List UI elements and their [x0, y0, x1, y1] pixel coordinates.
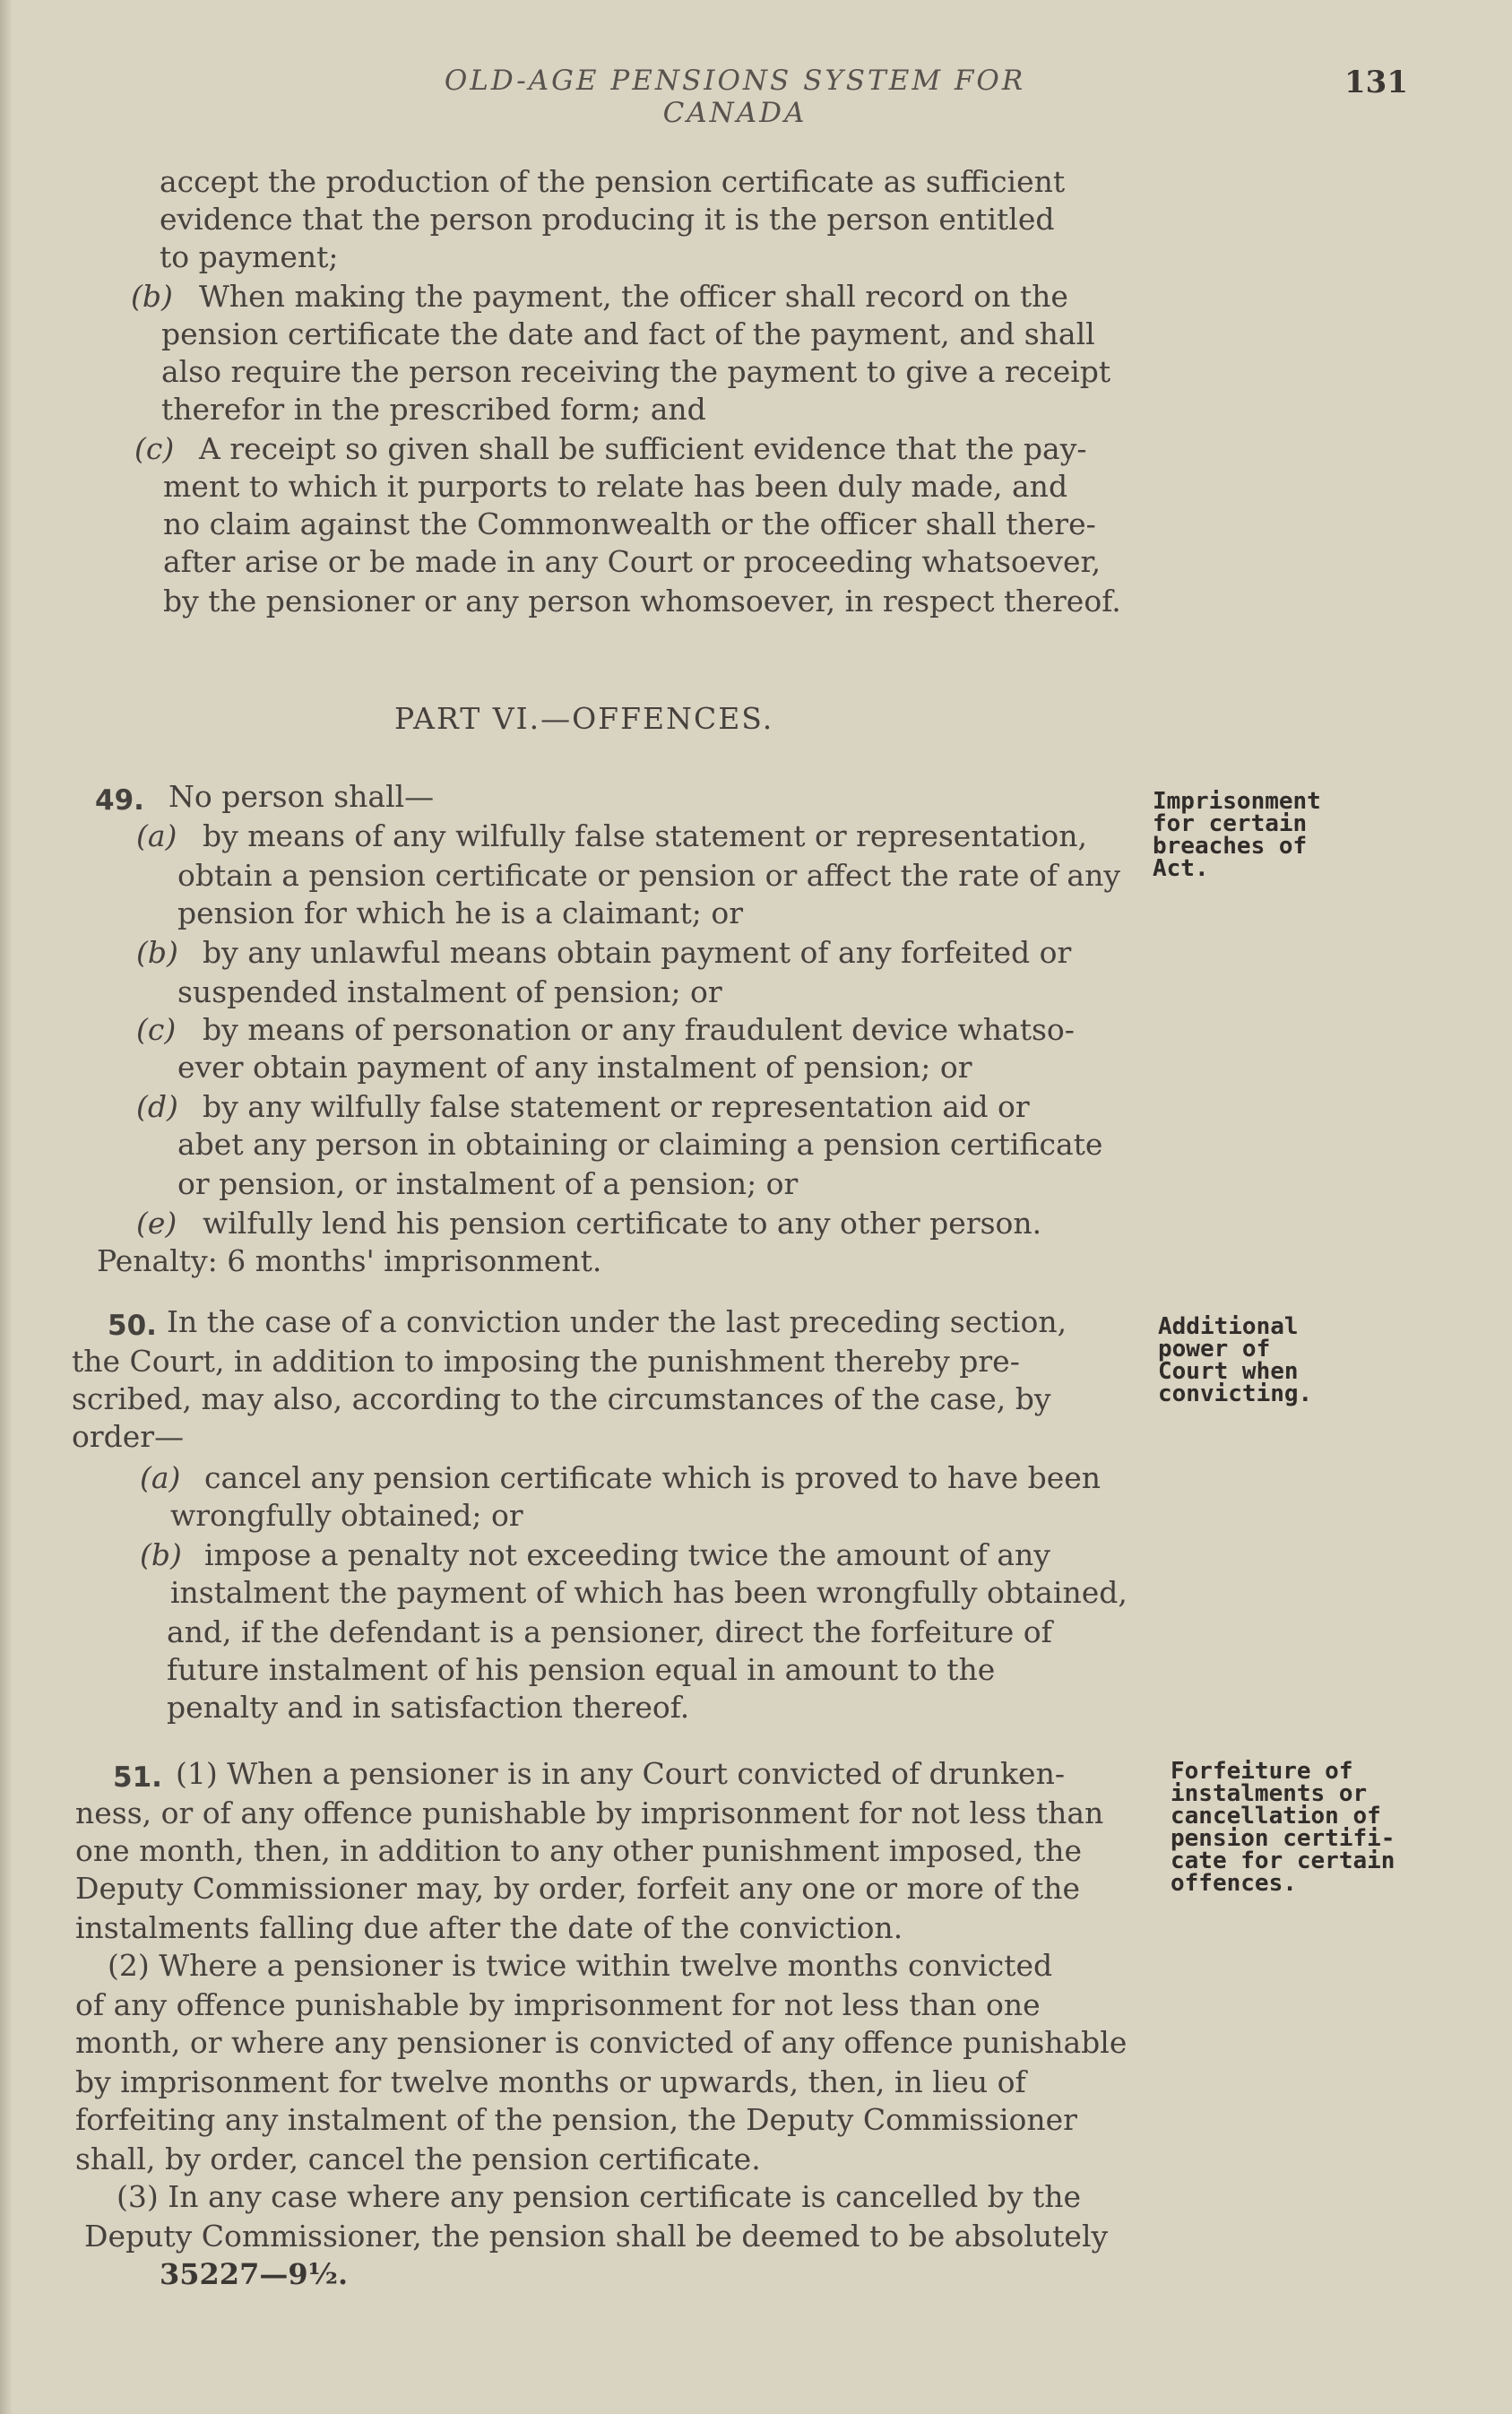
intro-c-letter: (c) — [134, 431, 175, 466]
margin-note-line: cate for certain — [1171, 1847, 1395, 1874]
margin-note-line: for certain — [1153, 810, 1308, 837]
s51-p1-line-4: Deputy Commissioner may, by order, forfeit any one or more of the — [75, 1871, 1081, 1906]
section-50-margin-note — [1158, 1313, 1313, 1407]
intro-c-line-1: A receipt so given shall be sufficient evidence that the pay- — [199, 431, 1087, 466]
s49-a-line-2: obtain a pension certificate or pension or affect the rate of any — [177, 858, 1121, 893]
page-spine-shadow — [0, 0, 13, 2414]
running-header: OLD-AGE PENSIONS SYSTEM FOR CANADA — [444, 65, 1026, 129]
part-heading: PART VI.—OFFENCES. — [394, 701, 774, 736]
intro-line-1: accept the production of the pension certificate as sufficient — [160, 164, 1066, 199]
s49-e-letter: (e) — [136, 1206, 177, 1241]
s51-p2-line-3: month, or where any pensioner is convicted of any offence punishable — [75, 2025, 1128, 2060]
printer-signature: 35227—9½. — [160, 2257, 349, 2291]
s49-d-line-2: abet any person in obtaining or claiming a pension certificate — [177, 1127, 1103, 1162]
s49-a-letter: (a) — [136, 818, 177, 853]
margin-note-line: pension certifi- — [1171, 1825, 1395, 1852]
s50-line-1: In the case of a conviction under the last preceding section, — [167, 1304, 1067, 1339]
s50-b-line-2: instalment the payment of which has been wrongfully obtained, — [170, 1575, 1128, 1610]
s50-a-letter: (a) — [140, 1460, 181, 1495]
s49-d-line-1: by any wilfully false statement or representation aid or — [203, 1089, 1030, 1124]
intro-b-line-4: therefor in the prescribed form; and — [161, 392, 706, 427]
s49-c-letter: (c) — [136, 1012, 177, 1047]
section-49-margin-note — [1153, 788, 1321, 882]
section-49-number: 49. — [95, 784, 144, 817]
intro-b-line-1: When making the payment, the officer shall record on the — [199, 279, 1068, 314]
s51-p2-line-6: shall, by order, cancel the pension certificate. — [75, 2141, 761, 2176]
section-49-penalty: Penalty: 6 months' imprisonment. — [97, 1243, 602, 1278]
intro-b-line-3: also require the person receiving the payment to give a receipt — [161, 354, 1111, 389]
s51-p1-line-1: (1) When a pensioner is in any Court convicted of drunken- — [176, 1756, 1065, 1791]
section-50-number: 50. — [108, 1310, 157, 1342]
s49-e-line-1: wilfully lend his pension certificate to any other person. — [203, 1206, 1042, 1241]
s50-b-line-3: and, if the defendant is a pensioner, direct the forfeiture of — [167, 1614, 1052, 1649]
s50-a-line-1: cancel any pension certificate which is proved to have been — [204, 1460, 1102, 1495]
margin-note-line: Court when — [1158, 1358, 1299, 1385]
margin-note-line: Act. — [1153, 855, 1209, 882]
s50-line-3: scribed, may also, according to the circumstances of the case, by — [72, 1381, 1051, 1416]
s50-a-line-2: wrongfully obtained; or — [170, 1498, 523, 1533]
s49-a-line-1: by means of any wilfully false statement or representation, — [203, 818, 1087, 853]
s49-c-line-1: by means of personation or any fraudulent device whatso- — [203, 1012, 1075, 1047]
margin-note-line: power of — [1158, 1336, 1271, 1363]
section-51-number: 51. — [113, 1761, 162, 1794]
s51-p2-line-4: by imprisonment for twelve months or upwards, then, in lieu of — [75, 2064, 1026, 2099]
s50-b-line-4: future instalment of his pension equal in amount to the — [167, 1652, 996, 1687]
s51-p1-line-2: ness, or of any offence punishable by imprisonment for not less than — [75, 1795, 1104, 1830]
s49-d-line-3: or pension, or instalment of a pension; or — [177, 1166, 799, 1201]
s49-a-line-3: pension for which he is a claimant; or — [177, 896, 744, 930]
s51-p3-line-1: (3) In any case where any pension certificate is cancelled by the — [117, 2179, 1082, 2214]
margin-note-line: offences. — [1171, 1870, 1297, 1897]
s51-p2-line-1: (2) Where a pensioner is twice within twelve months convicted — [108, 1948, 1053, 1983]
s51-p1-line-3: one month, then, in addition to any other punishment imposed, the — [75, 1833, 1083, 1868]
s50-line-4: order— — [72, 1419, 185, 1454]
s51-p1-line-5: instalments falling due after the date of the conviction. — [75, 1910, 903, 1945]
s50-line-2: the Court, in addition to imposing the punishment thereby pre- — [72, 1344, 1020, 1379]
margin-note-line: cancellation of — [1171, 1803, 1381, 1830]
margin-note-line: instalments or — [1171, 1780, 1368, 1807]
margin-note-line: convicting. — [1158, 1380, 1313, 1407]
intro-c-line-5: by the pensioner or any person whomsoever, in respect thereof. — [163, 584, 1121, 619]
margin-note-line: Additional — [1158, 1313, 1299, 1340]
page-number: 131 — [1344, 65, 1408, 100]
s51-p3-line-2: Deputy Commissioner, the pension shall be deemed to be absolutely — [84, 2219, 1109, 2254]
intro-c-line-4: after arise or be made in any Court or proceeding whatsoever, — [163, 544, 1102, 579]
margin-note-line: Forfeiture of — [1171, 1758, 1353, 1785]
intro-line-3: to payment; — [160, 239, 339, 274]
intro-b-letter: (b) — [131, 279, 173, 314]
intro-b-line-2: pension certificate the date and fact of the payment, and shall — [161, 316, 1095, 351]
margin-note-line: breaches of — [1153, 833, 1308, 860]
s49-c-line-2: ever obtain payment of any instalment of pension; or — [177, 1050, 972, 1085]
s50-b-letter: (b) — [140, 1537, 182, 1572]
s50-b-line-5: penalty and in satisfaction thereof. — [167, 1690, 690, 1725]
s51-p2-line-5: forfeiting any instalment of the pension, the Deputy Commissioner — [75, 2102, 1077, 2137]
intro-line-2: evidence that the person producing it is the person entitled — [160, 202, 1055, 237]
s49-d-letter: (d) — [136, 1089, 178, 1124]
section-49-lead: No person shall— — [168, 779, 435, 814]
intro-c-line-3: no claim against the Commonwealth or the officer shall there- — [163, 506, 1096, 541]
intro-c-line-2: ment to which it purports to relate has been duly made, and — [163, 469, 1068, 504]
s51-p2-line-2: of any offence punishable by imprisonment for not less than one — [75, 1987, 1041, 2022]
s49-b-line-1: by any unlawful means obtain payment of any forfeited or — [203, 935, 1072, 970]
margin-note-line: Imprisonment — [1153, 788, 1321, 815]
s49-b-letter: (b) — [136, 935, 178, 970]
s50-b-line-1: impose a penalty not exceeding twice the amount of any — [204, 1537, 1050, 1572]
section-51-margin-note — [1171, 1758, 1395, 1897]
s49-b-line-2: suspended instalment of pension; or — [177, 974, 722, 1009]
